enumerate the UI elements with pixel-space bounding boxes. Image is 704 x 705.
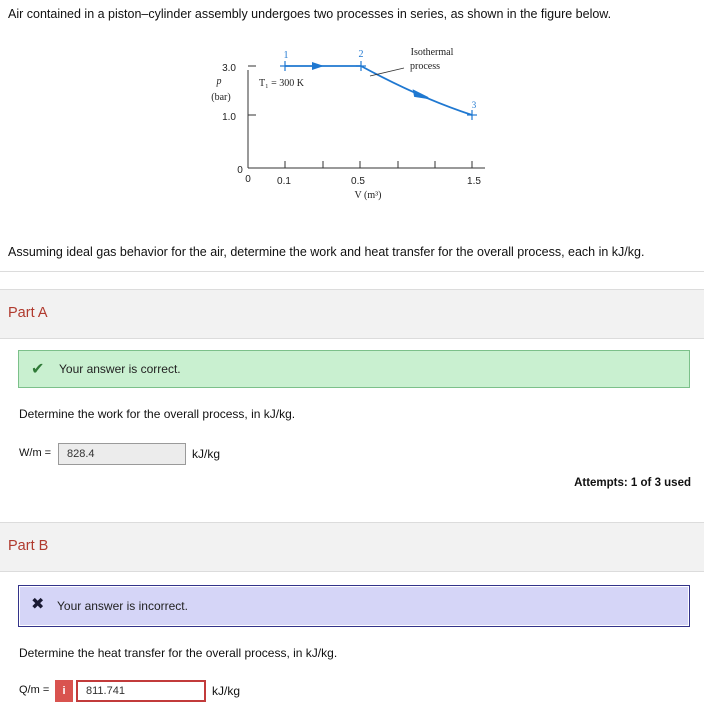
pv-diagram (0, 40, 704, 220)
process-label-line1: Isothermal (410, 47, 454, 58)
process-2-3-curve (361, 66, 472, 115)
question-instructions: Assuming ideal gas behavior for the air, determine the work and heat transfer for the overall process, each in kJ/kg. (8, 245, 645, 259)
x-tick-label-0.1: 0.1 (277, 176, 291, 187)
part-b-unit: kJ/kg (212, 684, 241, 698)
divider (0, 271, 704, 272)
part-a-unit: kJ/kg (192, 447, 221, 461)
part-b-status-banner (18, 585, 690, 627)
part-a-header[interactable] (0, 289, 704, 339)
x-axis-label: V (m³) (354, 190, 382, 201)
y-tick-label-0: 0 (237, 165, 243, 176)
question-intro: Air contained in a piston–cylinder assembly undergoes two processes in series, as shown in the figure below. (8, 7, 612, 21)
part-b-prompt: Determine the heat transfer for the overall process, in kJ/kg. (19, 646, 338, 660)
temperature-label: T₁ = 300 K (259, 78, 304, 89)
state-label-3: 3 (471, 100, 477, 110)
part-a-title: Part A (8, 305, 48, 321)
part-a-prompt: Determine the work for the overall process, in kJ/kg. (19, 407, 296, 421)
cross-icon: ✖ (31, 596, 45, 613)
process-2-3-arrow-icon (414, 91, 428, 98)
x-tick-label-1.5: 1.5 (467, 176, 481, 187)
state-label-1: 1 (283, 50, 289, 61)
y-axis-label: p (216, 76, 222, 87)
attempts-counter: Attempts: 1 of 3 used (574, 477, 691, 489)
part-b-status-text: Your answer is incorrect. (57, 599, 188, 613)
process-label-leader (370, 68, 404, 76)
info-icon[interactable]: i (55, 680, 73, 702)
process-1-2-arrow-icon (312, 62, 324, 70)
part-a-status-banner (18, 350, 690, 388)
heat-answer-field[interactable]: 811.741 (76, 680, 206, 702)
y-axis-unit: (bar) (211, 92, 231, 103)
check-icon: ✔ (31, 361, 45, 378)
part-b-title: Part B (8, 538, 49, 554)
part-a-status-text: Your answer is correct. (59, 362, 181, 376)
x-tick-label-0.5: 0.5 (351, 176, 365, 187)
x-tick-label-0: 0 (245, 174, 251, 185)
part-b-header[interactable] (0, 522, 704, 572)
y-tick-label-1: 1.0 (222, 112, 236, 123)
part-a-field-label: W/m = (19, 447, 52, 459)
y-tick-label-3: 3.0 (222, 63, 236, 74)
state-label-2: 2 (358, 49, 364, 60)
process-label-line2: process (410, 61, 440, 72)
work-answer-field[interactable]: 828.4 (58, 443, 186, 465)
part-b-field-label: Q/m = (19, 684, 50, 696)
